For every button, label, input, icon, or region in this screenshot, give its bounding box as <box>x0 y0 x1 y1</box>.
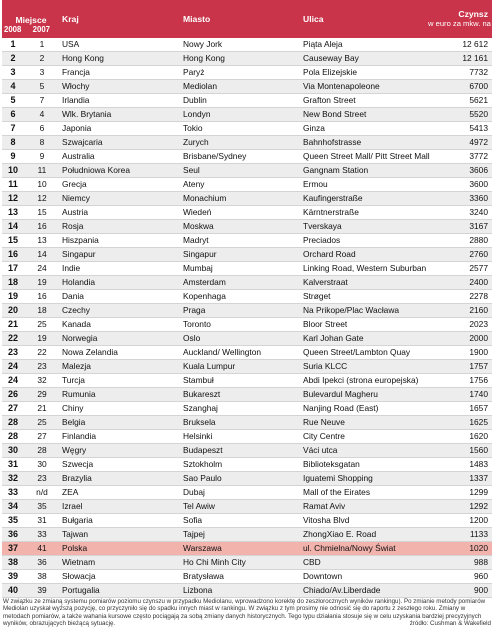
ranking-table <box>2 0 504 598</box>
rank-2008-cell: 12 <box>2 192 24 206</box>
city-cell: Bratysława <box>181 570 301 584</box>
rank-2008-cell: 28 <box>2 430 24 444</box>
country-cell: USA <box>60 38 181 52</box>
footnote <box>3 598 491 628</box>
city-cell: Szanghaj <box>181 402 301 416</box>
country-cell: Hong Kong <box>60 52 181 66</box>
street-cell: Gangnam Station <box>301 164 426 178</box>
rank-2008-cell: 21 <box>2 318 24 332</box>
city-cell: Dubaj <box>181 486 301 500</box>
rank-2007-cell: 24 <box>24 262 60 276</box>
street-cell: New Bond Street <box>301 108 426 122</box>
street-cell: CBD <box>301 556 426 570</box>
rank-2007-cell: 28 <box>24 444 60 458</box>
table-row <box>2 80 492 94</box>
rank-2007-cell: 8 <box>24 136 60 150</box>
street-cell: Karl Johan Gate <box>301 332 426 346</box>
country-cell: Wlk. Brytania <box>60 108 181 122</box>
country-cell: Finlandia <box>60 430 181 444</box>
price-cell: 2577 <box>426 262 492 276</box>
rank-2007-cell: 16 <box>24 290 60 304</box>
header-year-2007: 2007 <box>32 25 50 34</box>
street-cell: Queen Street Mall/ Pitt Street Mall <box>301 150 426 164</box>
header-miejsce: Miejsce <box>15 15 47 25</box>
table-row <box>2 346 492 360</box>
header-city: Miasto <box>183 14 211 24</box>
rank-2007-cell: 6 <box>24 122 60 136</box>
street-cell: ZhongXiao E. Road <box>301 528 426 542</box>
price-cell: 1900 <box>426 346 492 360</box>
street-cell: Váci utca <box>301 444 426 458</box>
country-cell: Tajwan <box>60 528 181 542</box>
table-row <box>2 38 492 52</box>
rank-2007-cell: 36 <box>24 556 60 570</box>
table-row <box>2 276 492 290</box>
price-cell: 2400 <box>426 276 492 290</box>
country-cell: Grecja <box>60 178 181 192</box>
street-cell: Preciados <box>301 234 426 248</box>
table-row <box>2 500 492 514</box>
street-cell: Vitosha Blvd <box>301 514 426 528</box>
price-cell: 6700 <box>426 80 492 94</box>
table-row <box>2 248 492 262</box>
table-row <box>2 472 492 486</box>
street-cell: Bahnhofstrasse <box>301 136 426 150</box>
rank-2008-cell: 32 <box>2 472 24 486</box>
price-cell: 1200 <box>426 514 492 528</box>
street-cell: Piąta Aleja <box>301 38 426 52</box>
rank-2008-cell: 31 <box>2 458 24 472</box>
table-row <box>2 514 492 528</box>
rank-2007-cell: 16 <box>24 220 60 234</box>
rank-2008-cell: 1 <box>2 38 24 52</box>
price-cell: 960 <box>426 570 492 584</box>
country-cell: Dania <box>60 290 181 304</box>
street-cell: Abdi Ipekci (strona europejska) <box>301 374 426 388</box>
street-cell: Ginza <box>301 122 426 136</box>
price-cell: 1020 <box>426 542 492 556</box>
rank-2007-cell: 31 <box>24 514 60 528</box>
price-cell: 900 <box>426 584 492 598</box>
rank-2007-cell: 4 <box>24 108 60 122</box>
rank-2008-cell: 40 <box>2 584 24 598</box>
rank-2007-cell: 7 <box>24 94 60 108</box>
rank-2007-cell: 41 <box>24 542 60 556</box>
city-cell: Dublin <box>181 94 301 108</box>
header-country: Kraj <box>62 14 79 24</box>
country-cell: Australia <box>60 150 181 164</box>
header-year-2008: 2008 <box>4 25 22 34</box>
country-cell: Chiny <box>60 402 181 416</box>
price-cell: 2160 <box>426 304 492 318</box>
price-cell: 3772 <box>426 150 492 164</box>
country-cell: Malezja <box>60 360 181 374</box>
rank-2008-cell: 19 <box>2 290 24 304</box>
price-cell: 5520 <box>426 108 492 122</box>
price-cell: 2880 <box>426 234 492 248</box>
rank-2007-cell: 5 <box>24 80 60 94</box>
street-cell: Kalverstraat <box>301 276 426 290</box>
city-cell: Moskwa <box>181 220 301 234</box>
rank-2008-cell: 16 <box>2 248 24 262</box>
rank-2008-cell: 2 <box>2 52 24 66</box>
price-cell: 7732 <box>426 66 492 80</box>
city-cell: Paryż <box>181 66 301 80</box>
footnote-text: W związku ze zmianą systemu pomiarów poziomu czynszu w przypadku Mediolanu, wprowadzono korektę do zeszłorocznych wyników rankingu). Po zmianie metody pomiarów Mediolan uzyskał wyższą pozycję, co przyczyniło się do spadku innych miast w rankingu. W związku z tym prosimy nie odnosić się do raportu z zeszłego roku. Zmiany w metodach pomiarów, a także wahania kursowe często pociągają za sobą zmiany danych historycznych. Tego typu działania stosuje się w celu uzyskania bardziej precyzyjnych wyników, obrazujących bieżącą sytuację. <box>3 598 486 628</box>
city-cell: Hong Kong <box>181 52 301 66</box>
price-cell: 1625 <box>426 416 492 430</box>
street-cell: Pola Elizejskie <box>301 66 426 80</box>
rank-2008-cell: 36 <box>2 528 24 542</box>
country-cell: Wietnam <box>60 556 181 570</box>
rank-2007-cell: 23 <box>24 360 60 374</box>
rank-2008-cell: 11 <box>2 178 24 192</box>
city-cell: Toronto <box>181 318 301 332</box>
street-cell: Kärntnerstraße <box>301 206 426 220</box>
street-cell: Nanjing Road (East) <box>301 402 426 416</box>
rank-2007-cell: 21 <box>24 402 60 416</box>
rank-2008-cell: 38 <box>2 556 24 570</box>
rank-2008-cell: 13 <box>2 206 24 220</box>
country-cell: Czechy <box>60 304 181 318</box>
rank-2008-cell: 34 <box>2 500 24 514</box>
price-cell: 12 161 <box>426 52 492 66</box>
price-cell: 1483 <box>426 458 492 472</box>
price-cell: 5621 <box>426 94 492 108</box>
rank-2007-cell: 33 <box>24 528 60 542</box>
street-cell: Mall of the Eirates <box>301 486 426 500</box>
city-cell: Auckland/ Wellington <box>181 346 301 360</box>
country-cell: Singapur <box>60 248 181 262</box>
rank-2007-cell: 29 <box>24 388 60 402</box>
country-cell: Turcja <box>60 374 181 388</box>
table-row <box>2 486 492 500</box>
table-row <box>2 318 492 332</box>
table-row <box>2 374 492 388</box>
table-body <box>2 38 492 598</box>
rank-2007-cell: 18 <box>24 304 60 318</box>
table-row <box>2 136 492 150</box>
rank-2007-cell: 10 <box>24 178 60 192</box>
source-credit: źródło: Cushman & Wakefield <box>409 620 491 628</box>
table-row <box>2 444 492 458</box>
rank-2008-cell: 24 <box>2 360 24 374</box>
price-cell: 4972 <box>426 136 492 150</box>
city-cell: Budapeszt <box>181 444 301 458</box>
city-cell: Amsterdam <box>181 276 301 290</box>
country-cell: ZEA <box>60 486 181 500</box>
city-cell: Helsinki <box>181 430 301 444</box>
street-cell: Chiado/Av.Liberdade <box>301 584 426 598</box>
rank-2007-cell: 22 <box>24 346 60 360</box>
price-cell: 2000 <box>426 332 492 346</box>
city-cell: Lizbona <box>181 584 301 598</box>
country-cell: Hiszpania <box>60 234 181 248</box>
rank-2008-cell: 33 <box>2 486 24 500</box>
country-cell: Niemcy <box>60 192 181 206</box>
rank-2008-cell: 8 <box>2 136 24 150</box>
street-cell: Bloor Street <box>301 318 426 332</box>
city-cell: Ateny <box>181 178 301 192</box>
city-cell: Tel Awiw <box>181 500 301 514</box>
header-street: Ulica <box>303 14 324 24</box>
street-cell: ul. Chmielna/Nowy Świat <box>301 542 426 556</box>
rank-2007-cell: 39 <box>24 584 60 598</box>
table-row <box>2 234 492 248</box>
street-cell: Via Montenapoleone <box>301 80 426 94</box>
price-cell: 2278 <box>426 290 492 304</box>
city-cell: Mediolan <box>181 80 301 94</box>
country-cell: Słowacja <box>60 570 181 584</box>
city-cell: Kuala Lumpur <box>181 360 301 374</box>
table-row <box>2 458 492 472</box>
rank-2008-cell: 18 <box>2 276 24 290</box>
table-row <box>2 150 492 164</box>
rank-2007-cell: 19 <box>24 332 60 346</box>
rank-2008-cell: 28 <box>2 416 24 430</box>
city-cell: Sao Paulo <box>181 472 301 486</box>
table-row <box>2 220 492 234</box>
street-cell: Tverskaya <box>301 220 426 234</box>
rank-2007-cell: 35 <box>24 500 60 514</box>
city-cell: Brisbane/Sydney <box>181 150 301 164</box>
table-row <box>2 206 492 220</box>
street-cell: Na Prikope/Plac Wacława <box>301 304 426 318</box>
table-row <box>2 556 492 570</box>
street-cell: City Centre <box>301 430 426 444</box>
country-cell: Japonia <box>60 122 181 136</box>
street-cell: Grafton Street <box>301 94 426 108</box>
table-row <box>2 570 492 584</box>
price-cell: 2760 <box>426 248 492 262</box>
table-row <box>2 178 492 192</box>
country-cell: Irlandia <box>60 94 181 108</box>
street-cell: Biblioteksgatan <box>301 458 426 472</box>
rank-2007-cell: n/d <box>24 486 60 500</box>
price-cell: 1757 <box>426 360 492 374</box>
header-rank <box>2 0 60 38</box>
price-cell: 1657 <box>426 402 492 416</box>
country-cell: Bułgaria <box>60 514 181 528</box>
rank-2007-cell: 2 <box>24 52 60 66</box>
rank-2008-cell: 39 <box>2 570 24 584</box>
country-cell: Brazylia <box>60 472 181 486</box>
city-cell: Bukareszt <box>181 388 301 402</box>
price-cell: 3600 <box>426 178 492 192</box>
table-row <box>2 164 492 178</box>
country-cell: Szwecja <box>60 458 181 472</box>
rank-2008-cell: 7 <box>2 122 24 136</box>
country-cell: Włochy <box>60 80 181 94</box>
rank-2008-cell: 26 <box>2 388 24 402</box>
city-cell: Tokio <box>181 122 301 136</box>
table-row <box>2 430 492 444</box>
price-cell: 1740 <box>426 388 492 402</box>
city-cell: Tajpej <box>181 528 301 542</box>
rank-2007-cell: 13 <box>24 234 60 248</box>
street-cell: Queen Street/Lambton Quay <box>301 346 426 360</box>
city-cell: Seul <box>181 164 301 178</box>
street-cell: Ramat Aviv <box>301 500 426 514</box>
country-cell: Norwegia <box>60 332 181 346</box>
rank-2008-cell: 10 <box>2 164 24 178</box>
rank-2007-cell: 38 <box>24 570 60 584</box>
country-cell: Portugalia <box>60 584 181 598</box>
country-cell: Holandia <box>60 276 181 290</box>
table-row <box>2 402 492 416</box>
rank-2007-cell: 1 <box>24 38 60 52</box>
city-cell: Warszawa <box>181 542 301 556</box>
rank-2007-cell: 27 <box>24 430 60 444</box>
country-cell: Rosja <box>60 220 181 234</box>
country-cell: Austria <box>60 206 181 220</box>
country-cell: Rumunia <box>60 388 181 402</box>
city-cell: Bruksela <box>181 416 301 430</box>
rank-2008-cell: 22 <box>2 332 24 346</box>
rank-2007-cell: 9 <box>24 150 60 164</box>
price-cell: 988 <box>426 556 492 570</box>
city-cell: Ho Chi Minh City <box>181 556 301 570</box>
table-row <box>2 542 492 556</box>
city-cell: Nowy Jork <box>181 38 301 52</box>
rank-2008-cell: 14 <box>2 220 24 234</box>
country-cell: Nowa Zelandia <box>60 346 181 360</box>
country-cell: Kanada <box>60 318 181 332</box>
price-cell: 1133 <box>426 528 492 542</box>
rank-2007-cell: 30 <box>24 458 60 472</box>
street-cell: Strøget <box>301 290 426 304</box>
rank-2008-cell: 9 <box>2 150 24 164</box>
country-cell: Polska <box>60 542 181 556</box>
table-row <box>2 416 492 430</box>
price-cell: 3360 <box>426 192 492 206</box>
rank-2007-cell: 3 <box>24 66 60 80</box>
header-rent-title: Czynsz <box>458 9 488 19</box>
price-cell: 1560 <box>426 444 492 458</box>
city-cell: Sofia <box>181 514 301 528</box>
table-row <box>2 360 492 374</box>
table-row <box>2 290 492 304</box>
street-cell: Suria KLCC <box>301 360 426 374</box>
rank-2007-cell: 15 <box>24 206 60 220</box>
rank-2008-cell: 30 <box>2 444 24 458</box>
rank-2008-cell: 24 <box>2 374 24 388</box>
table-row <box>2 122 492 136</box>
rank-2007-cell: 11 <box>24 164 60 178</box>
table-row <box>2 388 492 402</box>
city-cell: Zurych <box>181 136 301 150</box>
rank-2008-cell: 37 <box>2 542 24 556</box>
country-cell: Francja <box>60 66 181 80</box>
rank-2007-cell: 23 <box>24 472 60 486</box>
city-cell: Singapur <box>181 248 301 262</box>
table-row <box>2 528 492 542</box>
price-cell: 1337 <box>426 472 492 486</box>
city-cell: Monachium <box>181 192 301 206</box>
country-cell: Węgry <box>60 444 181 458</box>
price-cell: 3167 <box>426 220 492 234</box>
table-row <box>2 262 492 276</box>
header-rent <box>426 0 504 38</box>
city-cell: Sztokholm <box>181 458 301 472</box>
price-cell: 5413 <box>426 122 492 136</box>
street-cell: Kaufingerstraße <box>301 192 426 206</box>
street-cell: Causeway Bay <box>301 52 426 66</box>
country-cell: Izrael <box>60 500 181 514</box>
price-cell: 3240 <box>426 206 492 220</box>
city-cell: Wiedeń <box>181 206 301 220</box>
country-cell: Indie <box>60 262 181 276</box>
rank-2008-cell: 20 <box>2 304 24 318</box>
street-cell: Linking Road, Western Suburban <box>301 262 426 276</box>
table-row <box>2 192 492 206</box>
street-cell: Downtown <box>301 570 426 584</box>
table-header <box>2 0 504 38</box>
header-rent-unit: w euro za mkw. na rok <box>428 19 504 28</box>
price-cell: 1299 <box>426 486 492 500</box>
city-cell: Praga <box>181 304 301 318</box>
city-cell: Londyn <box>181 108 301 122</box>
rank-2008-cell: 15 <box>2 234 24 248</box>
street-cell: Ermou <box>301 178 426 192</box>
street-cell: Iguatemi Shopping <box>301 472 426 486</box>
rank-2007-cell: 25 <box>24 416 60 430</box>
rank-2008-cell: 3 <box>2 66 24 80</box>
city-cell: Oslo <box>181 332 301 346</box>
rank-2008-cell: 17 <box>2 262 24 276</box>
rank-2008-cell: 27 <box>2 402 24 416</box>
rank-2007-cell: 19 <box>24 276 60 290</box>
rank-2008-cell: 23 <box>2 346 24 360</box>
table-row <box>2 584 492 598</box>
city-cell: Mumbaj <box>181 262 301 276</box>
table-row <box>2 66 492 80</box>
rank-2008-cell: 6 <box>2 108 24 122</box>
rank-2007-cell: 32 <box>24 374 60 388</box>
rank-2007-cell: 12 <box>24 192 60 206</box>
street-cell: Orchard Road <box>301 248 426 262</box>
price-cell: 1620 <box>426 430 492 444</box>
price-cell: 12 612 <box>426 38 492 52</box>
city-cell: Stambuł <box>181 374 301 388</box>
table-row <box>2 304 492 318</box>
table-row <box>2 52 492 66</box>
table-row <box>2 108 492 122</box>
price-cell: 2023 <box>426 318 492 332</box>
country-cell: Południowa Korea <box>60 164 181 178</box>
rank-2008-cell: 35 <box>2 514 24 528</box>
street-cell: Rue Neuve <box>301 416 426 430</box>
street-cell: Bulevardul Magheru <box>301 388 426 402</box>
table-row <box>2 94 492 108</box>
price-cell: 3606 <box>426 164 492 178</box>
price-cell: 1292 <box>426 500 492 514</box>
country-cell: Belgia <box>60 416 181 430</box>
table-row <box>2 332 492 346</box>
rank-2008-cell: 5 <box>2 94 24 108</box>
rank-2007-cell: 14 <box>24 248 60 262</box>
city-cell: Madryt <box>181 234 301 248</box>
country-cell: Szwajcaria <box>60 136 181 150</box>
rank-2007-cell: 25 <box>24 318 60 332</box>
city-cell: Kopenhaga <box>181 290 301 304</box>
price-cell: 1756 <box>426 374 492 388</box>
rank-2008-cell: 4 <box>2 80 24 94</box>
